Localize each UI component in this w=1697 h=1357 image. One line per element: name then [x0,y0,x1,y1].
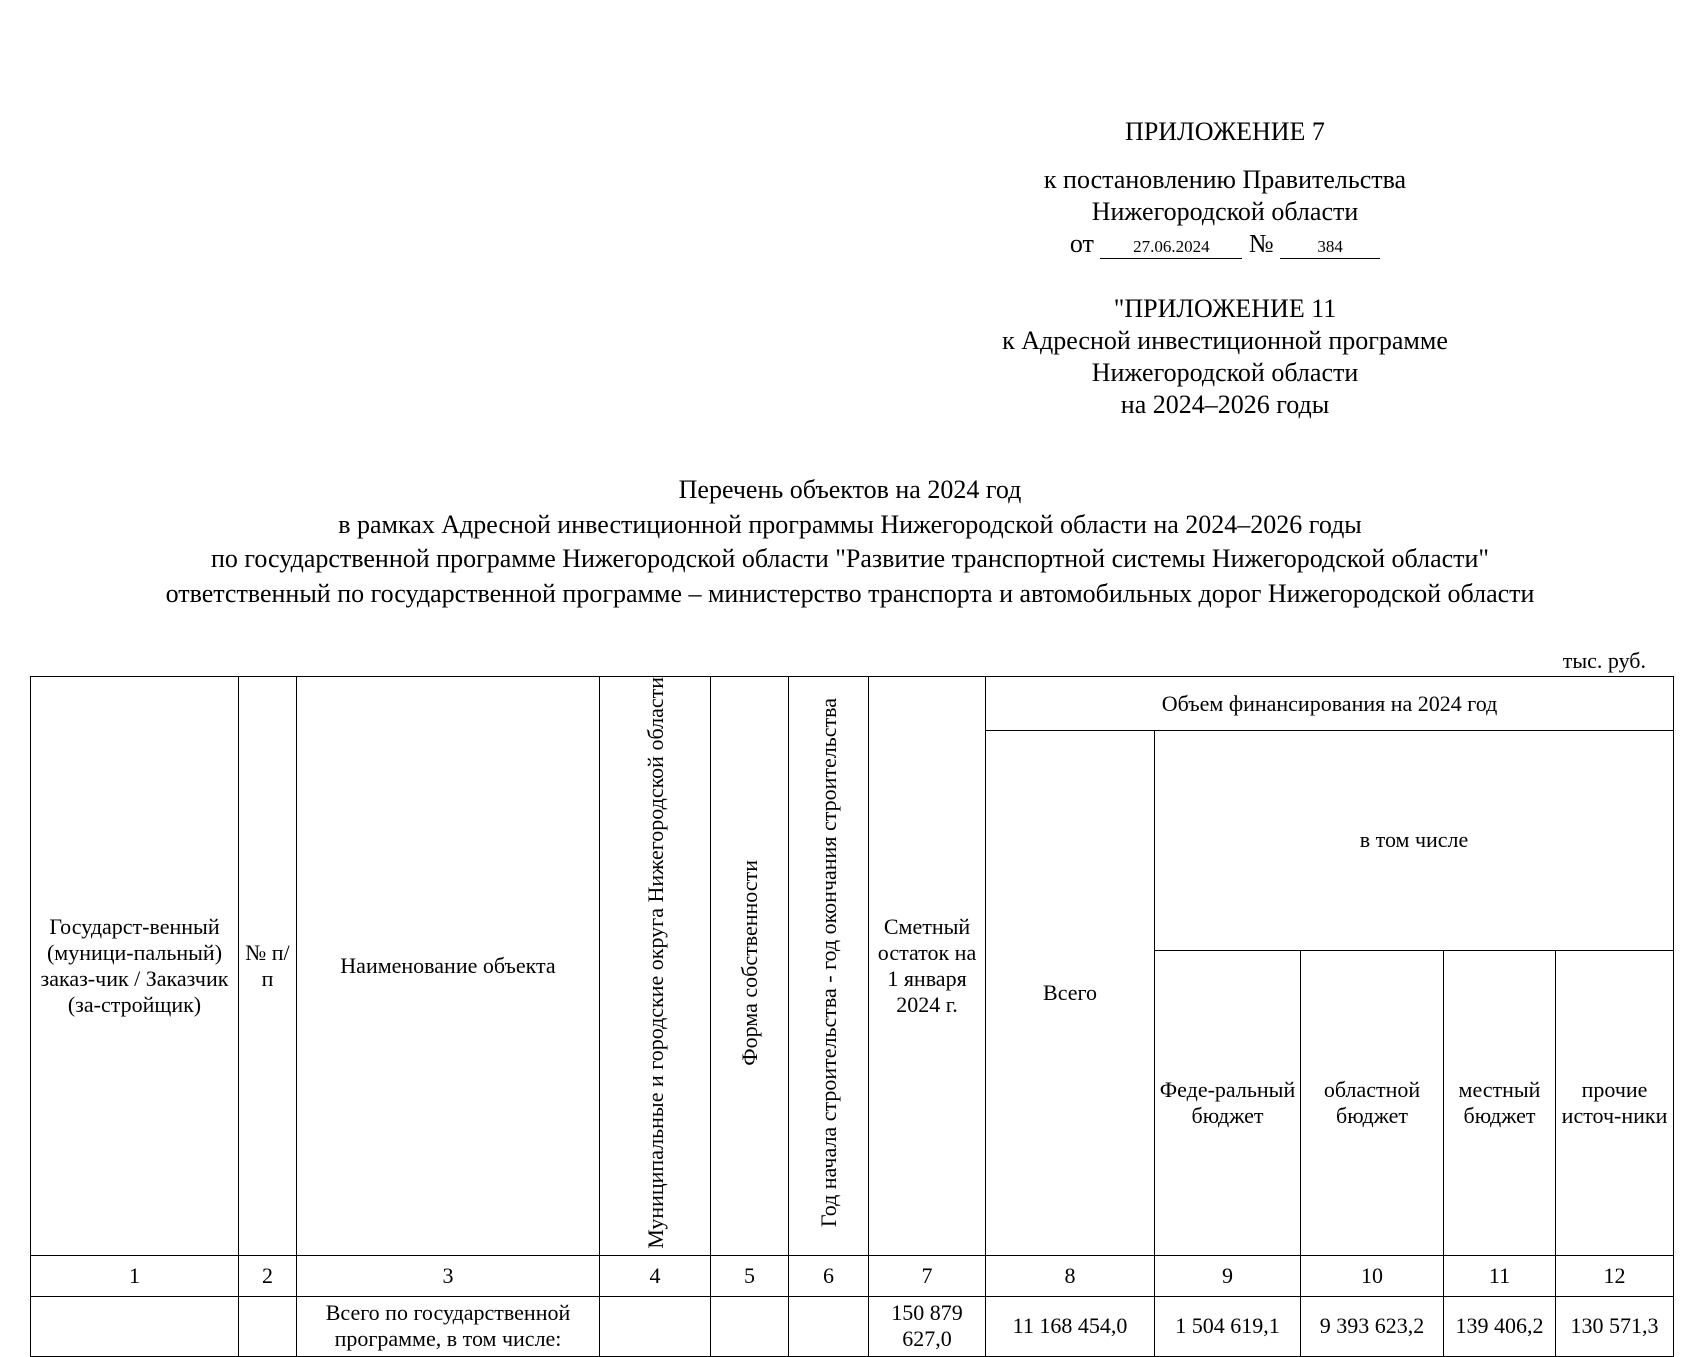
cell-num [239,1296,297,1356]
header-years [789,677,869,1256]
header-municipality-text: Муниципальные и городские округа Нижегородской области [642,677,668,1249]
header-local: местный бюджет [1444,950,1556,1255]
col-number: 11 [1444,1255,1556,1296]
col-number: 5 [711,1255,789,1296]
header-estimate: Сметный остаток на 1 января 2024 г. [869,677,986,1256]
document-title [80,473,1620,611]
appendix11-title: "ПРИЛОЖЕНИЕ 11 [1113,294,1337,323]
column-numbers-row [31,1255,1674,1296]
header-municipality [600,677,711,1256]
title-line1: Перечень объектов на 2024 год [678,475,1022,504]
header-row-1 [31,677,1674,731]
header-including: в том числе [1155,731,1674,951]
title-line2: в рамках Адресной инвестиционной программы Нижегородской области на 2024–2026 годы [338,509,1362,539]
appendix11-line1: к Адресной инвестиционной программе [1002,326,1448,355]
header-other: прочие источ-ники [1556,950,1674,1255]
cell-local: 139 406,2 [1444,1296,1556,1356]
col-number: 12 [1556,1255,1674,1296]
header-customer: Государст-венный (муници-пальный) заказ-чик / Заказчик (за-стройщик) [31,677,239,1256]
objects-table [30,676,1674,1357]
appendix11-line2: Нижегородской области [1091,358,1359,387]
cell-municipality [600,1296,711,1356]
header-ownership [711,677,789,1256]
col-number: 2 [239,1255,297,1296]
col-number: 6 [789,1255,869,1296]
col-number: 4 [600,1255,711,1296]
col-number: 9 [1155,1255,1301,1296]
cell-federal: 1 504 619,1 [1155,1296,1301,1356]
cell-object: Всего по государственной программе, в том числе: [297,1296,600,1356]
number-sign: № [1248,229,1274,258]
cell-regional: 9 393 623,2 [1301,1296,1444,1356]
col-number: 7 [869,1255,986,1296]
appendix7-date-line [990,228,1460,260]
appendix7-line2: Нижегородской области [1091,197,1359,226]
appendix7-title: ПРИЛОЖЕНИЕ 7 [1125,117,1325,146]
appendix11-line3: на 2024–2026 годы [1120,390,1330,419]
header-total: Всего [986,731,1155,1256]
cell-customer [31,1296,239,1356]
unit-label: тыс. руб. [1562,648,1646,673]
header-ownership-text: Форма собственности [737,859,762,1066]
date-prefix: от [1069,229,1094,258]
cell-years [789,1296,869,1356]
header-object: Наименование объекта [297,677,600,1256]
resolution-date: 27.06.2024 [1100,236,1242,259]
header-financing: Объем финансирования на 2024 год [986,677,1674,731]
title-line4: ответственный по государственной программе – министерство транспорта и автомобильных дорог Нижегородской области [165,578,1535,608]
cell-ownership [711,1296,789,1356]
header-num: № п/п [239,677,297,1256]
col-number: 1 [31,1255,239,1296]
col-number: 3 [297,1255,600,1296]
appendix7-line1: к постановлению Правительства [1043,165,1407,194]
table-row [31,1296,1674,1356]
appendix7-block [990,164,1460,260]
appendix11-block [980,293,1470,421]
title-line3: по государственной программе Нижегородской области "Развитие транспортной системы Нижегородской области" [210,544,1490,573]
resolution-number: 384 [1280,236,1380,259]
cell-other: 130 571,3 [1556,1296,1674,1356]
header-years-text: Год начала строительства - год окончания строительства [816,698,841,1228]
cell-estimate: 150 879 627,0 [869,1296,986,1356]
col-number: 8 [986,1255,1155,1296]
col-number: 10 [1301,1255,1444,1296]
cell-total: 11 168 454,0 [986,1296,1155,1356]
header-regional: областной бюджет [1301,950,1444,1255]
header-federal: Феде-ральный бюджет [1155,950,1301,1255]
